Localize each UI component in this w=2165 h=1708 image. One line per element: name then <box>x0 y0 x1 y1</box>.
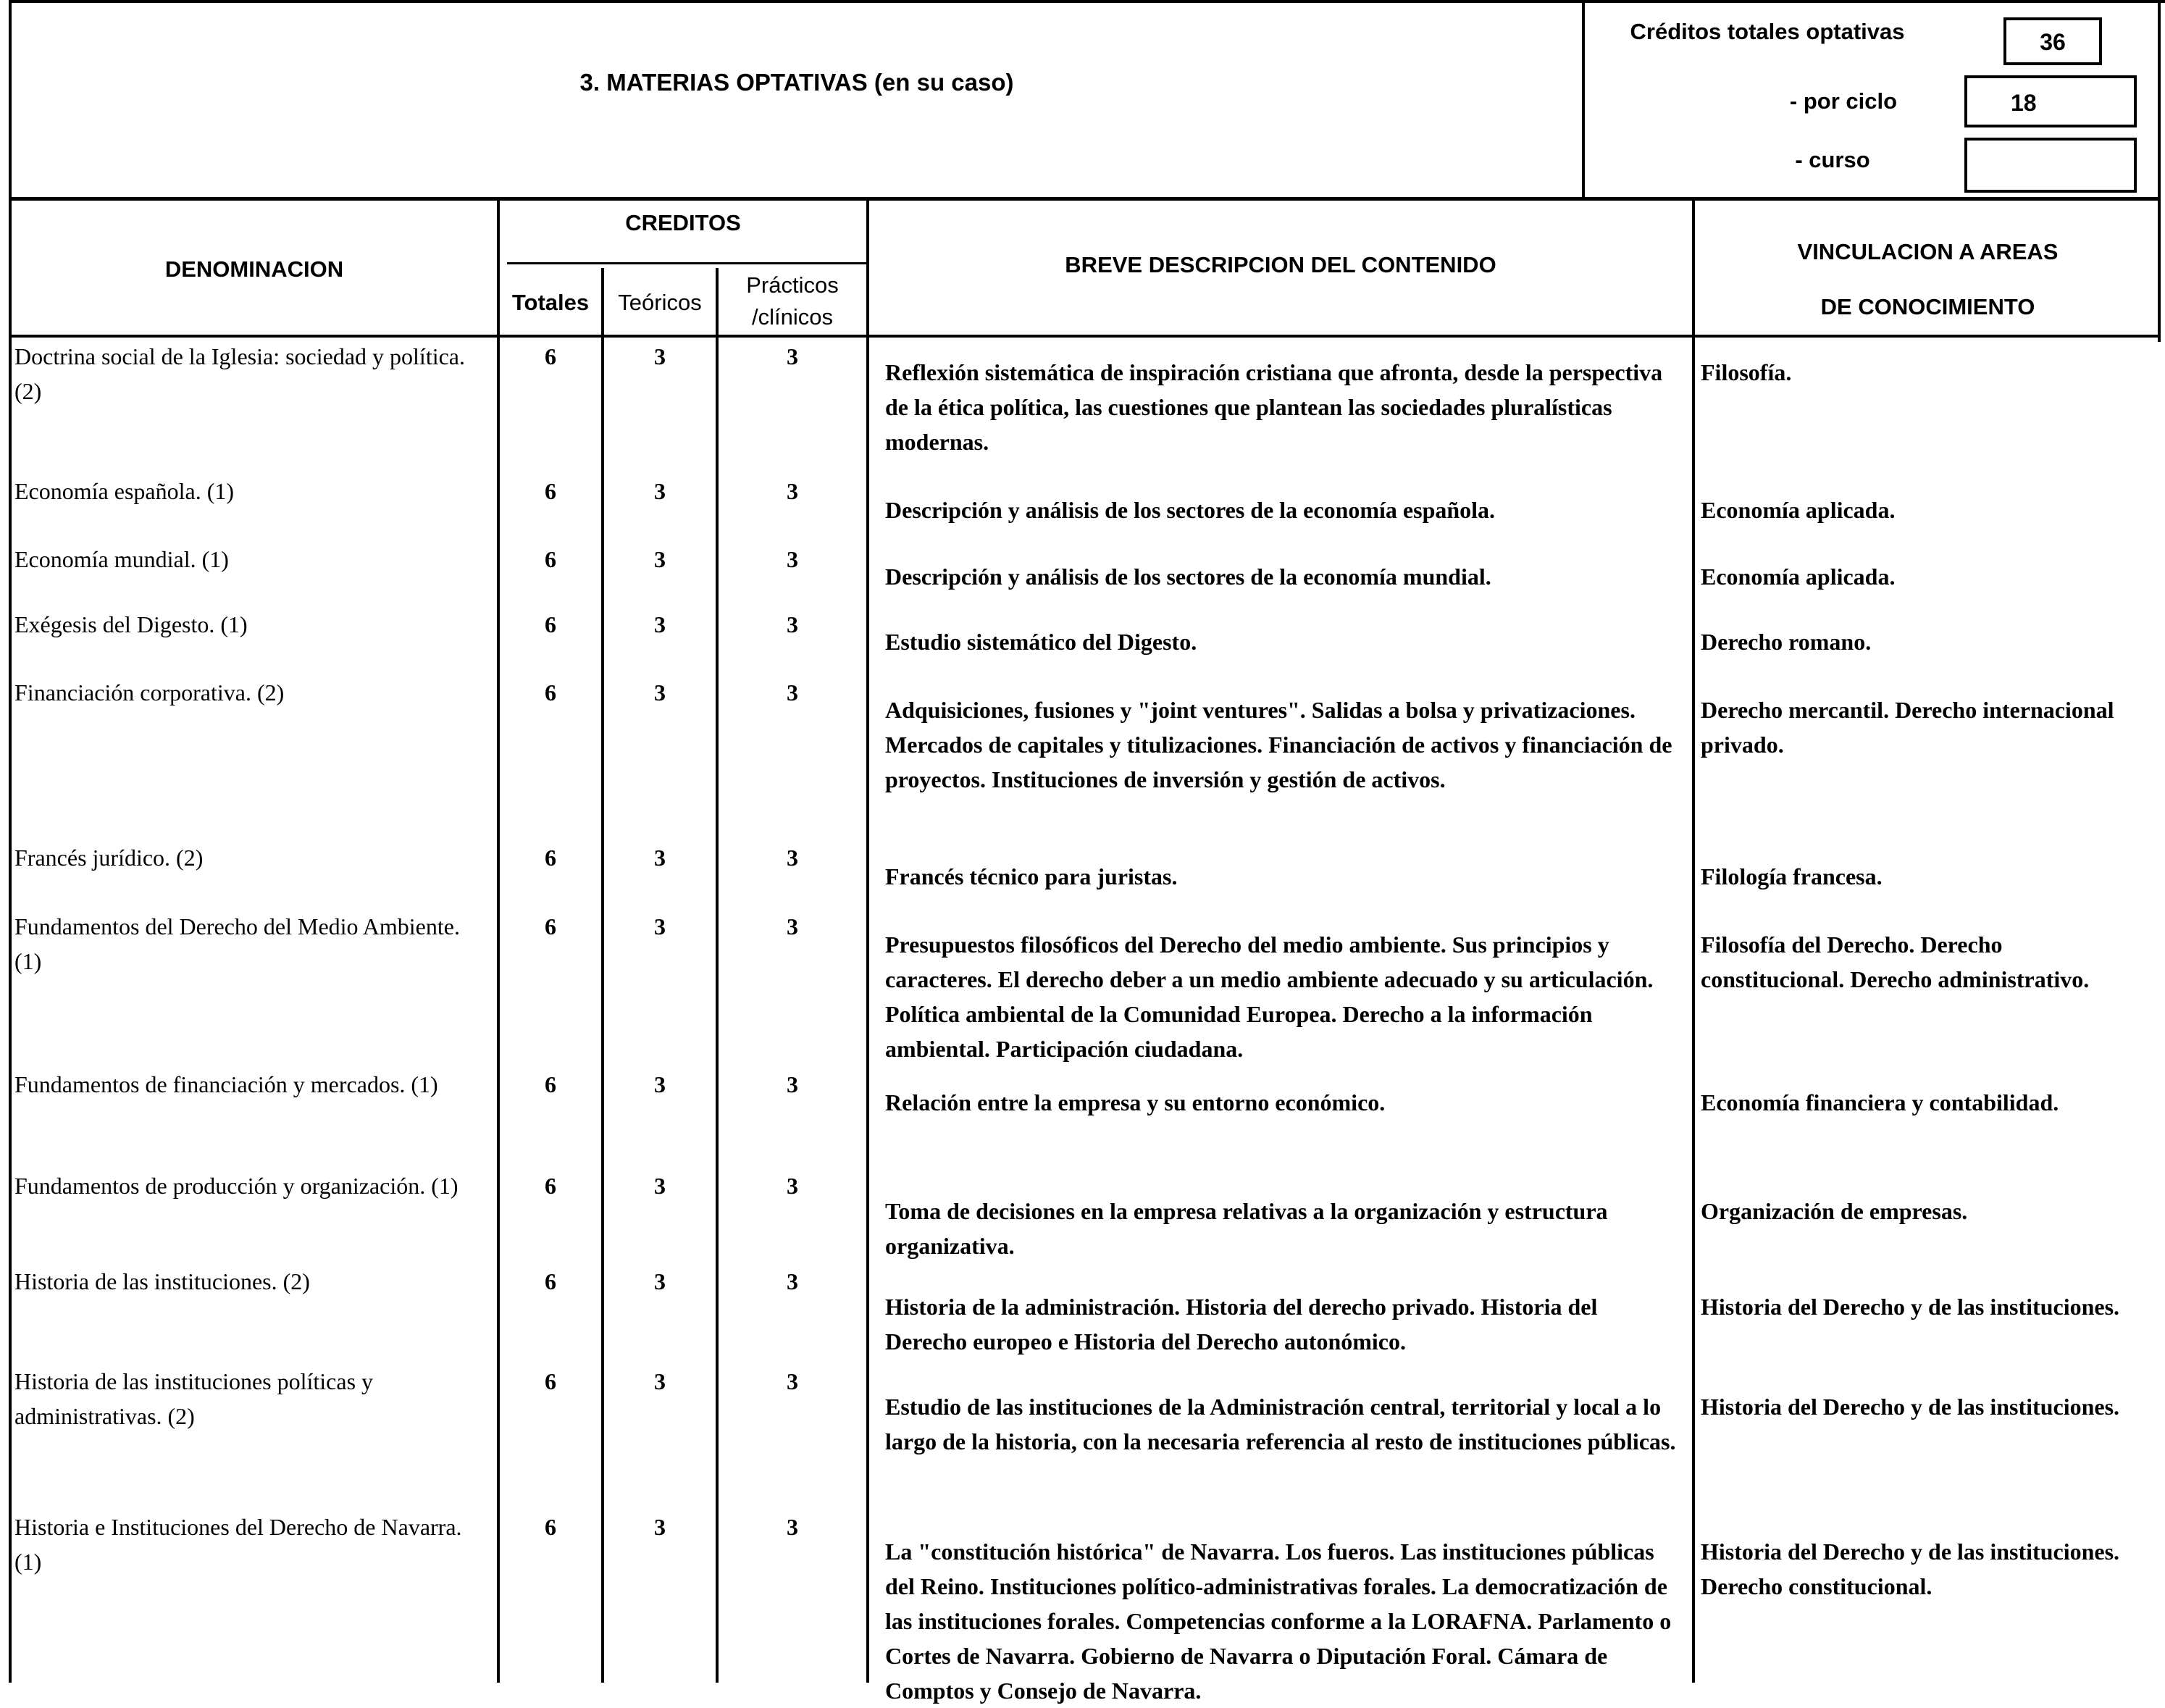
creditos-totales-value: 36 <box>2003 17 2102 65</box>
row-denominacion: Financiación corporativa. (2) <box>14 679 285 706</box>
row-area: Derecho mercantil. Derecho internacional privado. <box>1701 697 2114 758</box>
row-practicos: 3 <box>787 546 798 572</box>
col-divider-descripcion <box>1692 199 1695 1683</box>
row-teoricos: 3 <box>654 1368 666 1394</box>
row-area: Historia del Derecho y de las instituciones. Derecho constitucional. <box>1701 1539 2120 1599</box>
row-teoricos: 3 <box>654 478 666 504</box>
outer-left-border <box>9 0 12 1683</box>
row-area: Historia del Derecho y de las instituciones. <box>1701 1394 2120 1420</box>
row-descripcion: Estudio de las instituciones de la Administración central, territorial y local a lo largo de la historia, con la necesaria referencia al resto de instituciones públicas. <box>885 1394 1676 1454</box>
row-denominacion: Fundamentos de financiación y mercados. (1) <box>14 1071 438 1097</box>
row-practicos: 3 <box>787 1071 798 1097</box>
row-area: Derecho romano. <box>1701 629 1872 655</box>
row-teoricos: 3 <box>654 679 666 706</box>
row-teoricos: 3 <box>654 1514 666 1540</box>
row-descripcion: Francés técnico para juristas. <box>885 863 1178 889</box>
creditos-totales-label: Créditos totales optativas <box>1630 19 1905 44</box>
row-descripcion: Presupuestos filosóficos del Derecho del medio ambiente. Sus principios y caracteres. El derecho deber a un medio ambiente adecuado y su articulación. Política ambiental de la Comunidad Europea. Derecho a la información ambiental. Participación ciudadana. <box>885 932 1654 1062</box>
row-denominacion: Historia de las instituciones. (2) <box>14 1268 310 1294</box>
row-descripcion: Relación entre la empresa y su entorno económico. <box>885 1089 1386 1115</box>
row-practicos: 3 <box>787 611 798 637</box>
row-practicos: 3 <box>787 845 798 871</box>
row-denominacion: Economía mundial. (1) <box>14 546 229 572</box>
row-totales: 6 <box>545 478 556 504</box>
row-area: Organización de empresas. <box>1701 1198 1968 1224</box>
row-area: Economía aplicada. <box>1701 497 1896 523</box>
creditos-underline <box>507 262 866 264</box>
header-divider <box>1582 0 1585 199</box>
header-practicos-line2: /clínicos <box>752 304 833 330</box>
row-area: Filología francesa. <box>1701 863 1883 889</box>
row-practicos: 3 <box>787 1268 798 1294</box>
row-practicos: 3 <box>787 343 798 369</box>
row-descripcion: Estudio sistemático del Digesto. <box>885 629 1197 655</box>
column-header-bottom-border <box>9 335 2161 338</box>
por-ciclo-value: 18 <box>1964 75 2137 127</box>
curso-value <box>1964 138 2137 193</box>
row-practicos: 3 <box>787 1368 798 1394</box>
row-area: Filosofía del Derecho. Derecho constitucional. Derecho administrativo. <box>1701 932 2090 992</box>
row-totales: 6 <box>545 611 556 637</box>
row-practicos: 3 <box>787 1173 798 1199</box>
row-practicos: 3 <box>787 478 798 504</box>
header-descripcion: BREVE DESCRIPCION DEL CONTENIDO <box>1065 252 1496 277</box>
row-totales: 6 <box>545 343 556 369</box>
header-teoricos: Teóricos <box>618 290 702 315</box>
row-totales: 6 <box>545 845 556 871</box>
header-practicos-line1: Prácticos <box>746 272 839 298</box>
row-teoricos: 3 <box>654 913 666 939</box>
outer-top-border <box>9 0 2165 3</box>
row-descripcion: Descripción y análisis de los sectores de la economía mundial. <box>885 564 1491 590</box>
row-denominacion: Fundamentos de producción y organización. (1) <box>14 1173 458 1199</box>
row-totales: 6 <box>545 1514 556 1540</box>
row-teoricos: 3 <box>654 611 666 637</box>
row-descripcion: Reflexión sistemática de inspiración cristiana que afronta, desde la perspectiva de la ética política, las cuestiones que plantean las sociedades pluralísticas modernas. <box>885 359 1663 455</box>
row-teoricos: 3 <box>654 1268 666 1294</box>
row-totales: 6 <box>545 1173 556 1199</box>
header-vinculacion <box>1695 225 2161 335</box>
section-title: 3. MATERIAS OPTATIVAS (en su caso) <box>579 69 1014 96</box>
row-practicos: 3 <box>787 1514 798 1540</box>
row-denominacion: Doctrina social de la Iglesia: sociedad y política. (2) <box>14 343 465 404</box>
row-teoricos: 3 <box>654 546 666 572</box>
row-totales: 6 <box>545 1368 556 1394</box>
row-practicos: 3 <box>787 913 798 939</box>
row-denominacion: Fundamentos del Derecho del Medio Ambiente. (1) <box>14 913 460 974</box>
row-descripcion: Toma de decisiones en la empresa relativas a la organización y estructura organizativa. <box>885 1198 1608 1259</box>
row-teoricos: 3 <box>654 343 666 369</box>
header-bottom-border <box>9 197 2161 201</box>
row-totales: 6 <box>545 913 556 939</box>
row-denominacion: Historia e Instituciones del Derecho de Navarra. (1) <box>14 1514 462 1575</box>
row-denominacion: Economía española. (1) <box>14 478 234 504</box>
header-creditos: CREDITOS <box>625 210 741 235</box>
row-area: Filosofía. <box>1701 359 1792 385</box>
row-denominacion: Exégesis del Digesto. (1) <box>14 611 248 637</box>
row-teoricos: 3 <box>654 1173 666 1199</box>
row-practicos: 3 <box>787 679 798 706</box>
col-divider-creditos <box>866 199 869 1683</box>
row-teoricos: 3 <box>654 845 666 871</box>
header-totales: Totales <box>511 290 590 315</box>
row-denominacion: Francés jurídico. (2) <box>14 845 204 871</box>
row-totales: 6 <box>545 1268 556 1294</box>
header-practicos <box>719 269 866 333</box>
row-area: Historia del Derecho y de las instituciones. <box>1701 1294 2120 1320</box>
row-denominacion: Historia de las instituciones políticas y administrativas. (2) <box>14 1368 374 1429</box>
row-descripcion: Historia de la administración. Historia del derecho privado. Historia del Derecho europeo e Historia del Derecho autonómico. <box>885 1294 1598 1355</box>
row-descripcion: Adquisiciones, fusiones y "joint ventures". Salidas a bolsa y privatizaciones. Mercados de capitales y titulizaciones. Financiación de activos y financiación de proyectos. Instituciones de inversión y gestión de activos. <box>885 697 1672 792</box>
header-denominacion: DENOMINACION <box>164 256 344 282</box>
row-area: Economía financiera y contabilidad. <box>1701 1089 2059 1115</box>
row-totales: 6 <box>545 546 556 572</box>
row-teoricos: 3 <box>654 1071 666 1097</box>
row-totales: 6 <box>545 1071 556 1097</box>
curso-label: - curso <box>1795 147 1870 172</box>
header-vinculacion-line1: VINCULACION A AREAS <box>1797 239 2059 264</box>
row-totales: 6 <box>545 679 556 706</box>
row-area: Economía aplicada. <box>1701 564 1896 590</box>
row-descripcion: Descripción y análisis de los sectores de la economía española. <box>885 497 1496 523</box>
header-vinculacion-line2: DE CONOCIMIENTO <box>1820 294 2035 319</box>
row-descripcion: La "constitución histórica" de Navarra. Los fueros. Las instituciones públicas del Reino. Instituciones político-administrativas forales. La democratización de las instituciones forales. Competencias conforme a la LORAFNA. Parlamento o Cortes de Navarra. Gobierno de Navarra o Diputación Foral. Cámara de Comptos y Consejo de Navarra. <box>885 1539 1672 1704</box>
por-ciclo-label: - por ciclo <box>1789 88 1898 114</box>
